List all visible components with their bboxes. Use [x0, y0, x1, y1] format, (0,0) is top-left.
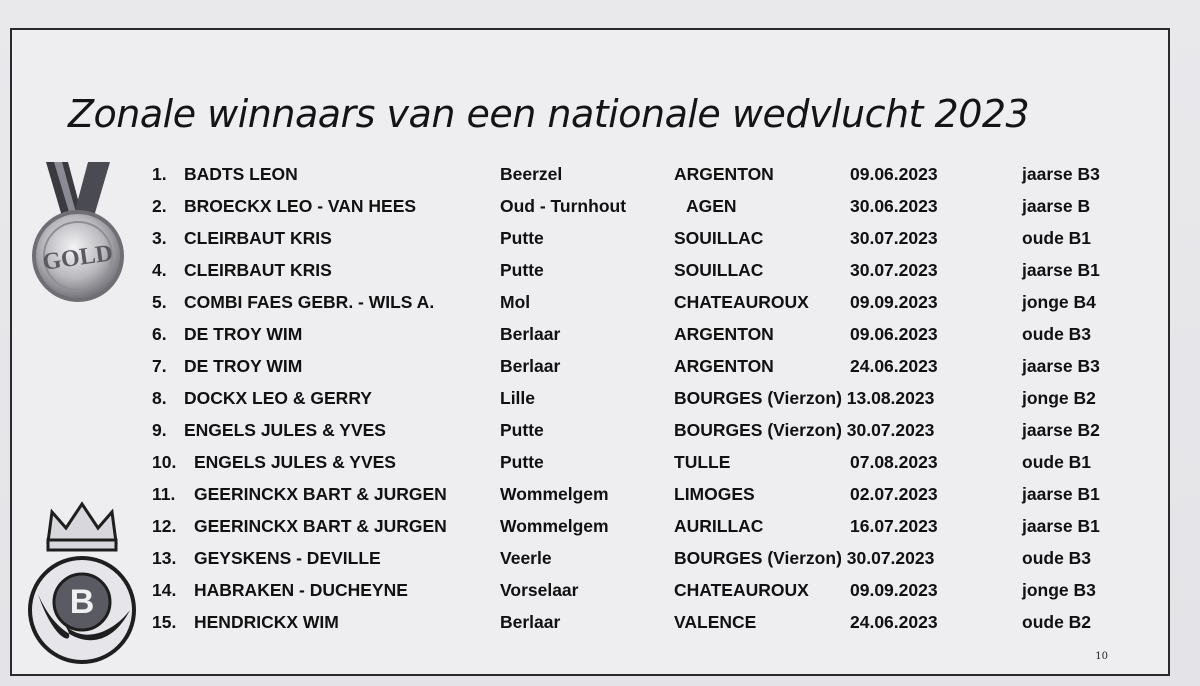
rank: 3. [152, 228, 167, 248]
race-name: ARGENTON [674, 164, 774, 184]
rank: 14. [152, 580, 177, 600]
race-date: 30.06.2023 [850, 196, 938, 216]
race-date: 30.07.2023 [850, 260, 938, 280]
race-name: TULLE [674, 452, 731, 472]
fancier-name: CLEIRBAUT KRIS [184, 228, 332, 248]
category: oude B1 [1022, 452, 1092, 472]
race-name: SOUILLAC [674, 260, 764, 280]
race-name: CHATEAUROUX [674, 292, 809, 312]
list-item [12, 196, 1170, 222]
list-item [12, 356, 1170, 382]
list-item [12, 420, 1170, 446]
race-date: 09.06.2023 [850, 324, 938, 344]
category: jonge B4 [1022, 292, 1096, 312]
fancier-name: COMBI FAES GEBR. - WILS A. [184, 292, 435, 312]
fancier-name: DE TROY WIM [184, 356, 303, 376]
page-title: Zonale winnaars van een nationale wedvlucht 2023 [68, 92, 1030, 136]
rank: 15. [152, 612, 177, 632]
rank: 11. [152, 484, 176, 504]
rank: 4. [152, 260, 167, 280]
fancier-name: ENGELS JULES & YVES [194, 452, 396, 472]
category: jonge B2 [1022, 388, 1096, 408]
location: Berlaar [500, 356, 561, 376]
category: oude B2 [1022, 612, 1092, 632]
location: Wommelgem [500, 484, 609, 504]
rank: 1. [152, 164, 167, 184]
race-name: BOURGES (Vierzon) 13.08.2023 [674, 388, 935, 408]
race-date: 09.09.2023 [850, 292, 938, 312]
list-item [12, 452, 1170, 478]
race-date: 09.09.2023 [850, 580, 938, 600]
category: oude B3 [1022, 548, 1092, 568]
category: jaarse B [1022, 196, 1091, 216]
race-date: 30.07.2023 [850, 228, 938, 248]
location: Beerzel [500, 164, 563, 184]
location: Oud - Turnhout [500, 196, 627, 216]
race-name: AGEN [686, 196, 737, 216]
location: Putte [500, 452, 544, 472]
fancier-name: HABRAKEN - DUCHEYNE [194, 580, 408, 600]
list-item [12, 484, 1170, 510]
location: Berlaar [500, 324, 561, 344]
category: jonge B3 [1022, 580, 1096, 600]
rank: 6. [152, 324, 167, 344]
page-number: 10 [1095, 651, 1108, 662]
race-name: LIMOGES [674, 484, 755, 504]
location: Putte [500, 260, 544, 280]
crest-letter: B [69, 583, 95, 621]
list-item [12, 260, 1170, 286]
rank: 12. [152, 516, 177, 536]
fancier-name: GEYSKENS - DEVILLE [194, 548, 381, 568]
category: oude B3 [1022, 324, 1092, 344]
rank: 13. [152, 548, 177, 568]
race-name: ARGENTON [674, 324, 774, 344]
race-date: 16.07.2023 [850, 516, 938, 536]
category: jaarse B2 [1022, 420, 1100, 440]
race-name: AURILLAC [674, 516, 764, 536]
rank: 8. [152, 388, 167, 408]
list-item [12, 580, 1170, 606]
location: Vorselaar [500, 580, 579, 600]
content-frame [10, 28, 1170, 676]
fancier-name: BADTS LEON [184, 164, 298, 184]
rank: 2. [152, 196, 167, 216]
category: jaarse B3 [1022, 356, 1100, 376]
list-item [12, 516, 1170, 542]
rank: 9. [152, 420, 167, 440]
location: Wommelgem [500, 516, 609, 536]
list-item [12, 548, 1170, 574]
fancier-name: GEERINCKX BART & JURGEN [194, 516, 447, 536]
race-name: CHATEAUROUX [674, 580, 809, 600]
category: jaarse B3 [1022, 164, 1100, 184]
location: Lille [500, 388, 536, 408]
race-date: 24.06.2023 [850, 356, 938, 376]
fancier-name: BROECKX LEO - VAN HEES [184, 196, 417, 216]
fancier-name: DOCKX LEO & GERRY [184, 388, 372, 408]
list-item [12, 228, 1170, 254]
medal-label: GOLD [40, 240, 115, 276]
category: oude B1 [1022, 228, 1092, 248]
rank: 5. [152, 292, 167, 312]
race-name: SOUILLAC [674, 228, 764, 248]
location: Veerle [500, 548, 552, 568]
fancier-name: ENGELS JULES & YVES [184, 420, 386, 440]
race-name: VALENCE [674, 612, 757, 632]
race-name: ARGENTON [674, 356, 774, 376]
location: Mol [500, 292, 531, 312]
list-item [12, 388, 1170, 414]
fancier-name: CLEIRBAUT KRIS [184, 260, 332, 280]
race-name: BOURGES (Vierzon) 30.07.2023 [674, 420, 935, 440]
rank: 10. [152, 452, 177, 472]
location: Putte [500, 228, 544, 248]
fancier-name: GEERINCKX BART & JURGEN [194, 484, 447, 504]
race-name: BOURGES (Vierzon) 30.07.2023 [674, 548, 935, 568]
list-item [12, 164, 1170, 190]
list-item [12, 292, 1170, 318]
race-date: 07.08.2023 [850, 452, 938, 472]
race-date: 24.06.2023 [850, 612, 938, 632]
category: jaarse B1 [1022, 260, 1100, 280]
race-date: 09.06.2023 [850, 164, 938, 184]
location: Putte [500, 420, 544, 440]
fancier-name: DE TROY WIM [184, 324, 303, 344]
race-date: 02.07.2023 [850, 484, 938, 504]
category: jaarse B1 [1022, 484, 1100, 504]
location: Berlaar [500, 612, 561, 632]
category: jaarse B1 [1022, 516, 1100, 536]
fancier-name: HENDRICKX WIM [194, 612, 339, 632]
list-item [12, 324, 1170, 350]
list-item [12, 612, 1170, 638]
rank: 7. [152, 356, 167, 376]
